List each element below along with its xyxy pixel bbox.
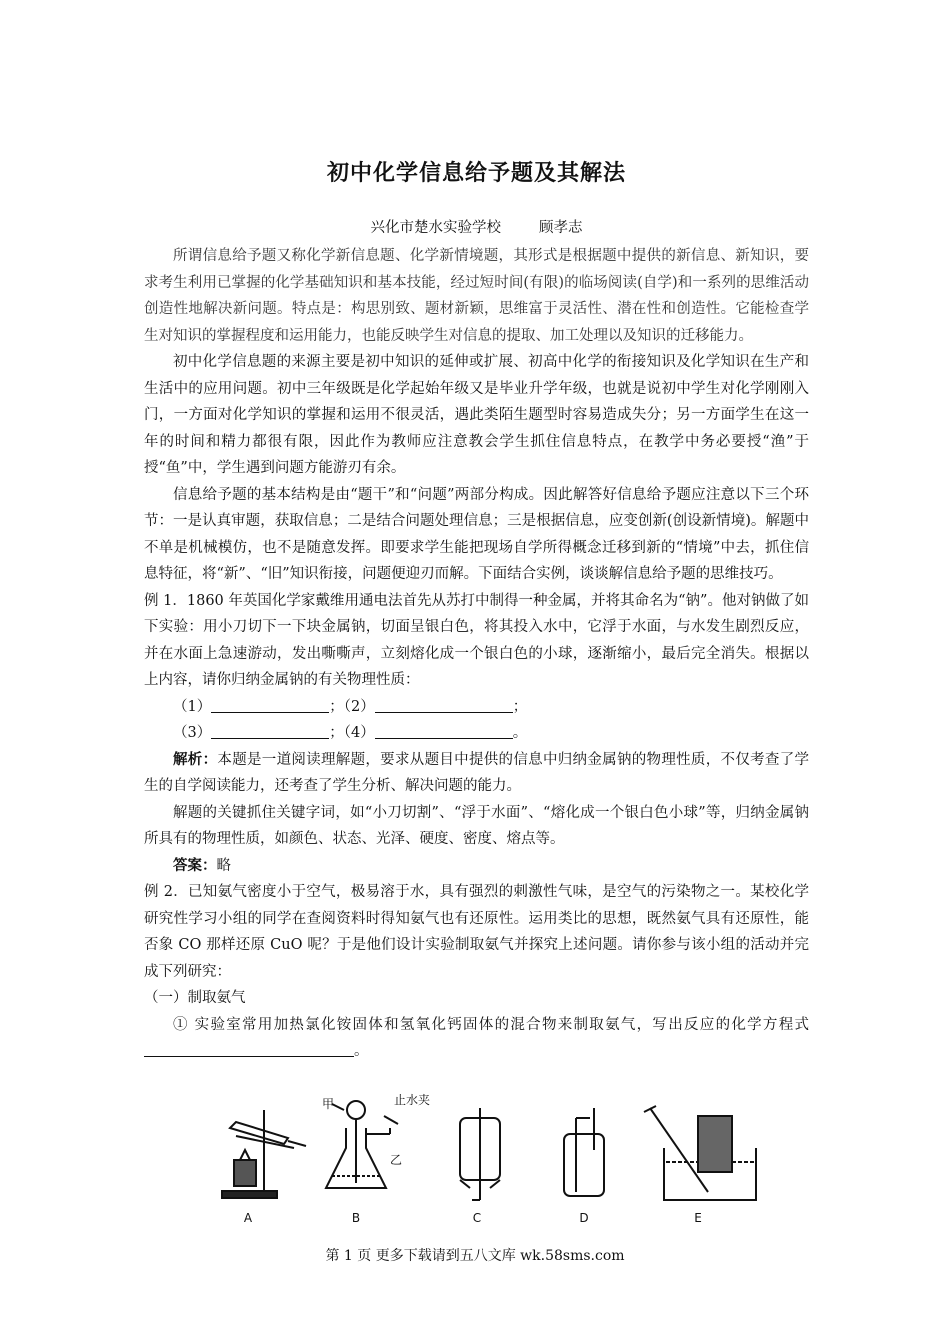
answer-blanks-row-1 [144,694,809,721]
answer-paragraph [144,853,809,880]
author-name: 顾孝志 [539,220,583,236]
figure-label-e: E [694,1211,702,1225]
apparatus-c [460,1108,500,1200]
question-1 [144,1012,809,1065]
blank-label-3: （3） [173,725,212,741]
analysis-paragraph [144,747,809,800]
paragraph-structure: 信息给予题的基本结构是由“题干”和“问题”两部分构成。因此解答好信息给予题应注意以下三个环节：一是认真审题，获取信息；二是结合问题处理信息；三是根据信息，应变创新(创设新情境)。解题中不单是机械模仿，也不是随意发挥。即要求学生能把现场自学所得概念迁移到新的“情境”中去，抓住信息特征，将“新”、“旧”知识衔接，问题便迎刃而解。下面结合实例，谈谈解信息给予题的思维技巧。 [144,486,809,582]
callout-zhishuijia: 止水夹 [393,1093,431,1107]
figure-label-d: D [579,1211,589,1225]
figure-label-a: A [243,1211,253,1225]
blank-label-2: ；（2） [329,698,375,715]
analysis-text: 本题是一道阅读理解题，要求从题目中提供的信息中归纳金属钠的物理性质，不仅考查了学生的自学阅读能力，还考查了学生分析、解决问题的能力。 [144,751,810,794]
example-2: 例 2．已知氨气密度小于空气，极易溶于水，具有强烈的刺激性气味，是空气的污染物之一。某校化学研究性学习小组的同学在查阅资料时得知氨气也有还原性。运用类比的思想，既然氨气具有还原性，能否象 CO 那样还原 CuO 呢？于是他们设计实验制取氨气并探究上述问题。请你参与该小组的活动并完成下列研究： [144,884,809,980]
blank-label-4: ；（4） [329,725,375,741]
document-page [144,150,809,1065]
question-1-end: 。 [354,1043,369,1059]
author-school: 兴化市楚水实验学校 [370,220,501,236]
blank-end: 。 [512,725,528,741]
answer-blank-3[interactable] [211,723,329,739]
answer-text: 略 [216,857,231,874]
apparatus-a [222,1110,306,1198]
figure-label-b: B [351,1211,361,1225]
section-heading-1: （一）制取氨气 [144,990,246,1006]
paragraph-source: 初中化学信息题的来源主要是初中知识的延伸或扩展、初高中化学的衔接知识及化学知识在生产和生活中的应用问题。初中三年级既是化学起始年级又是毕业升学年级，也就是说初中学生对化学刚刚入门，一方面对化学知识的掌握和运用不很灵活，遇此类陌生题型时容易造成失分；另一方面学生在这一年的时间和精力都很有限，因此作为教师应注意教会学生抓住信息特点，在教学中务必要授“渔”于授“鱼”中，学生遇到问题方能游刃有余。 [144,354,809,476]
answer-label: 答案： [173,856,217,874]
blank-sep: ； [512,698,528,715]
answer-blanks-row-2 [144,720,809,747]
blank-label-1: （1） [173,698,212,715]
apparatus-b [326,1101,398,1188]
answer-blank-4[interactable] [375,723,513,739]
apparatus-e [644,1106,756,1200]
question-1-text: ① 实验室常用加热氯化铵固体和氢氧化钙固体的混合物来制取氨气，写出反应的化学方程式 [173,1016,809,1033]
page-title: 初中化学信息给予题及其解法 [326,161,626,186]
example-1: 例 1．1860 年英国化学家戴维用通电法首先从苏打中制得一种金属，并将其命名为“钠”。他对钠做了如下实验：用小刀切下一下块金属钠，切面呈银白色，将其投入水中，它浮于水面，与水发生剧烈反应，并在水面上急速游动，发出嘶嘶声，立刻熔化成一个银白色的小球，逐渐缩小，最后完全消失。根据以上内容，请你归纳金属钠的有关物理性质： [144,592,809,688]
analysis-label: 解析： [173,750,218,768]
author-line [144,215,809,241]
equation-blank[interactable] [144,1041,354,1057]
apparatus-figure [214,1088,759,1228]
page-footer: 第 1 页 更多下载请到五八文库 wk.58sms.com [325,1248,625,1264]
callout-yi: 乙 [389,1153,403,1167]
answer-blank-1[interactable] [211,697,329,713]
answer-blank-2[interactable] [375,697,513,713]
key-paragraph: 解题的关键抓住关键字词，如“小刀切割”、“浮于水面”、“熔化成一个银白色小球”等，归纳金属钠所具有的物理性质，如颜色、状态、光泽、硬度、密度、熔点等。 [144,804,809,847]
figure-label-c: C [472,1211,482,1225]
callout-jia: 甲 [321,1097,335,1111]
paragraph-intro: 所谓信息给予题又称化学新信息题、化学新情境题，其形式是根据题中提供的新信息、新知识，要求考生利用已掌握的化学基础知识和基本技能，经过短时间(有限)的临场阅读(自学)和一系列的思维活动创造性地解决新问题。特点是：构思别致、题材新颖，思维富于灵活性、潜在性和创造性。它能检查学生对知识的掌握程度和运用能力，也能反映学生对信息的提取、加工处理以及知识的迁移能力。 [144,248,809,344]
apparatus-d [564,1108,604,1196]
